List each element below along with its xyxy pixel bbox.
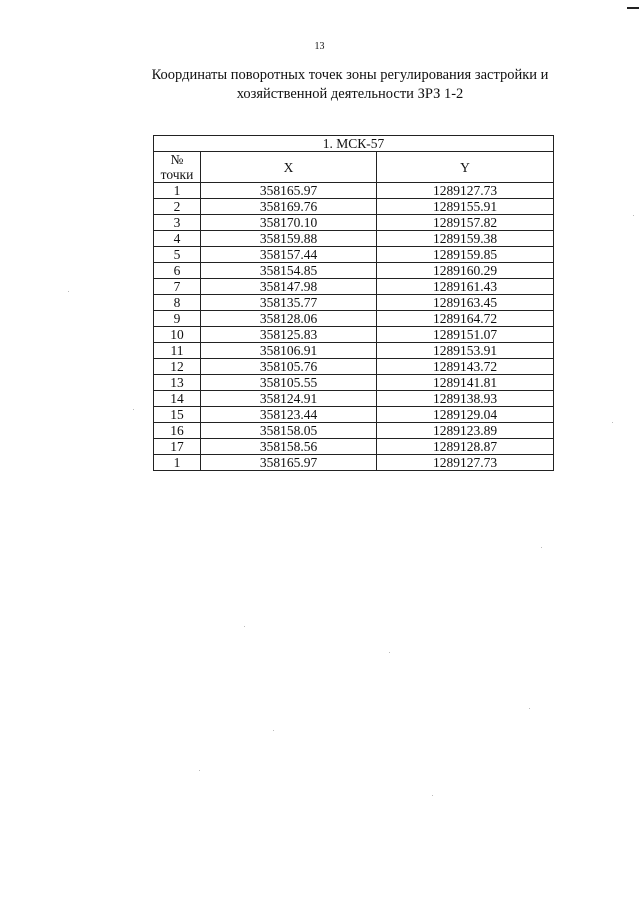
y-coordinate-cell: 1289159.85 — [377, 247, 554, 263]
scan-speck — [199, 770, 200, 771]
y-coordinate-cell: 1289128.87 — [377, 439, 554, 455]
table-row — [154, 439, 554, 455]
x-coordinate-cell: 358169.76 — [201, 199, 377, 215]
x-coordinate-cell: 358165.97 — [201, 183, 377, 199]
table-row — [154, 375, 554, 391]
coordinates-table — [153, 135, 554, 471]
x-coordinate-cell: 358159.88 — [201, 231, 377, 247]
x-coordinate-cell: 358165.97 — [201, 455, 377, 471]
page-number: 13 — [314, 41, 325, 52]
x-coordinate-cell: 358106.91 — [201, 343, 377, 359]
y-coordinate-cell: 1289161.43 — [377, 279, 554, 295]
point-number-cell: 14 — [154, 391, 201, 407]
point-number-cell: 10 — [154, 327, 201, 343]
table-row — [154, 455, 554, 471]
table-row — [154, 215, 554, 231]
y-coordinate-cell: 1289159.38 — [377, 231, 554, 247]
table-row — [154, 295, 554, 311]
table-row — [154, 407, 554, 423]
x-coordinate-cell: 358105.55 — [201, 375, 377, 391]
y-coordinate-cell: 1289157.82 — [377, 215, 554, 231]
x-coordinate-cell: 358147.98 — [201, 279, 377, 295]
point-number-cell: 12 — [154, 359, 201, 375]
point-number-cell: 8 — [154, 295, 201, 311]
point-number-cell: 15 — [154, 407, 201, 423]
table-row — [154, 423, 554, 439]
scan-speck — [273, 730, 274, 731]
point-number-cell: 11 — [154, 343, 201, 359]
table-row — [154, 247, 554, 263]
table-body — [154, 183, 554, 471]
title-line-1: Координаты поворотных точек зоны регулирования застройки и — [151, 67, 549, 83]
title-line-2: хозяйственной деятельности ЗРЗ 1-2 — [236, 86, 464, 102]
y-coordinate-cell: 1289164.72 — [377, 311, 554, 327]
point-number-header-line1: № — [170, 152, 184, 167]
scan-speck — [633, 215, 634, 216]
scan-speck — [529, 708, 530, 709]
scan-edge-mark — [627, 7, 639, 9]
point-number-cell: 13 — [154, 375, 201, 391]
point-number-header-line2: точки — [160, 167, 194, 182]
table-row — [154, 359, 554, 375]
scan-speck — [68, 291, 69, 292]
x-coordinate-cell: 358123.44 — [201, 407, 377, 423]
point-number-cell: 6 — [154, 263, 201, 279]
x-coordinate-cell: 358135.77 — [201, 295, 377, 311]
y-coordinate-cell: 1289127.73 — [377, 183, 554, 199]
table-row — [154, 199, 554, 215]
point-number-cell: 1 — [154, 183, 201, 199]
table-row — [154, 183, 554, 199]
point-number-cell: 1 — [154, 455, 201, 471]
y-coordinate-cell: 1289155.91 — [377, 199, 554, 215]
point-number-cell: 16 — [154, 423, 201, 439]
x-coordinate-cell: 358158.56 — [201, 439, 377, 455]
point-number-cell: 9 — [154, 311, 201, 327]
scan-speck — [612, 422, 613, 423]
y-coordinate-cell: 1289160.29 — [377, 263, 554, 279]
x-coordinate-cell: 358154.85 — [201, 263, 377, 279]
y-coordinate-cell: 1289127.73 — [377, 455, 554, 471]
x-coordinate-cell: 358125.83 — [201, 327, 377, 343]
y-coordinate-cell: 1289143.72 — [377, 359, 554, 375]
point-number-cell: 7 — [154, 279, 201, 295]
y-column-header: Y — [377, 152, 554, 183]
point-number-cell: 3 — [154, 215, 201, 231]
table-row — [154, 231, 554, 247]
table-row — [154, 311, 554, 327]
scan-speck — [389, 652, 390, 653]
x-coordinate-cell: 358158.05 — [201, 423, 377, 439]
scan-speck — [133, 409, 134, 410]
table-row — [154, 263, 554, 279]
y-coordinate-cell: 1289163.45 — [377, 295, 554, 311]
table-row — [154, 327, 554, 343]
coordinate-system-header: 1. МСК-57 — [154, 136, 554, 152]
y-coordinate-cell: 1289151.07 — [377, 327, 554, 343]
y-coordinate-cell: 1289153.91 — [377, 343, 554, 359]
y-coordinate-cell: 1289141.81 — [377, 375, 554, 391]
y-coordinate-cell: 1289138.93 — [377, 391, 554, 407]
point-number-cell: 17 — [154, 439, 201, 455]
x-column-header: X — [201, 152, 377, 183]
x-coordinate-cell: 358170.10 — [201, 215, 377, 231]
y-coordinate-cell: 1289129.04 — [377, 407, 554, 423]
point-number-cell: 4 — [154, 231, 201, 247]
document-title — [130, 66, 570, 104]
x-coordinate-cell: 358124.91 — [201, 391, 377, 407]
x-coordinate-cell: 358128.06 — [201, 311, 377, 327]
table-row — [154, 279, 554, 295]
point-number-cell: 2 — [154, 199, 201, 215]
y-coordinate-cell: 1289123.89 — [377, 423, 554, 439]
point-number-cell: 5 — [154, 247, 201, 263]
point-number-header — [154, 152, 201, 183]
table-row — [154, 343, 554, 359]
table-row — [154, 391, 554, 407]
x-coordinate-cell: 358105.76 — [201, 359, 377, 375]
scan-speck — [432, 795, 433, 796]
x-coordinate-cell: 358157.44 — [201, 247, 377, 263]
scan-speck — [541, 547, 542, 548]
scan-speck — [244, 626, 245, 627]
